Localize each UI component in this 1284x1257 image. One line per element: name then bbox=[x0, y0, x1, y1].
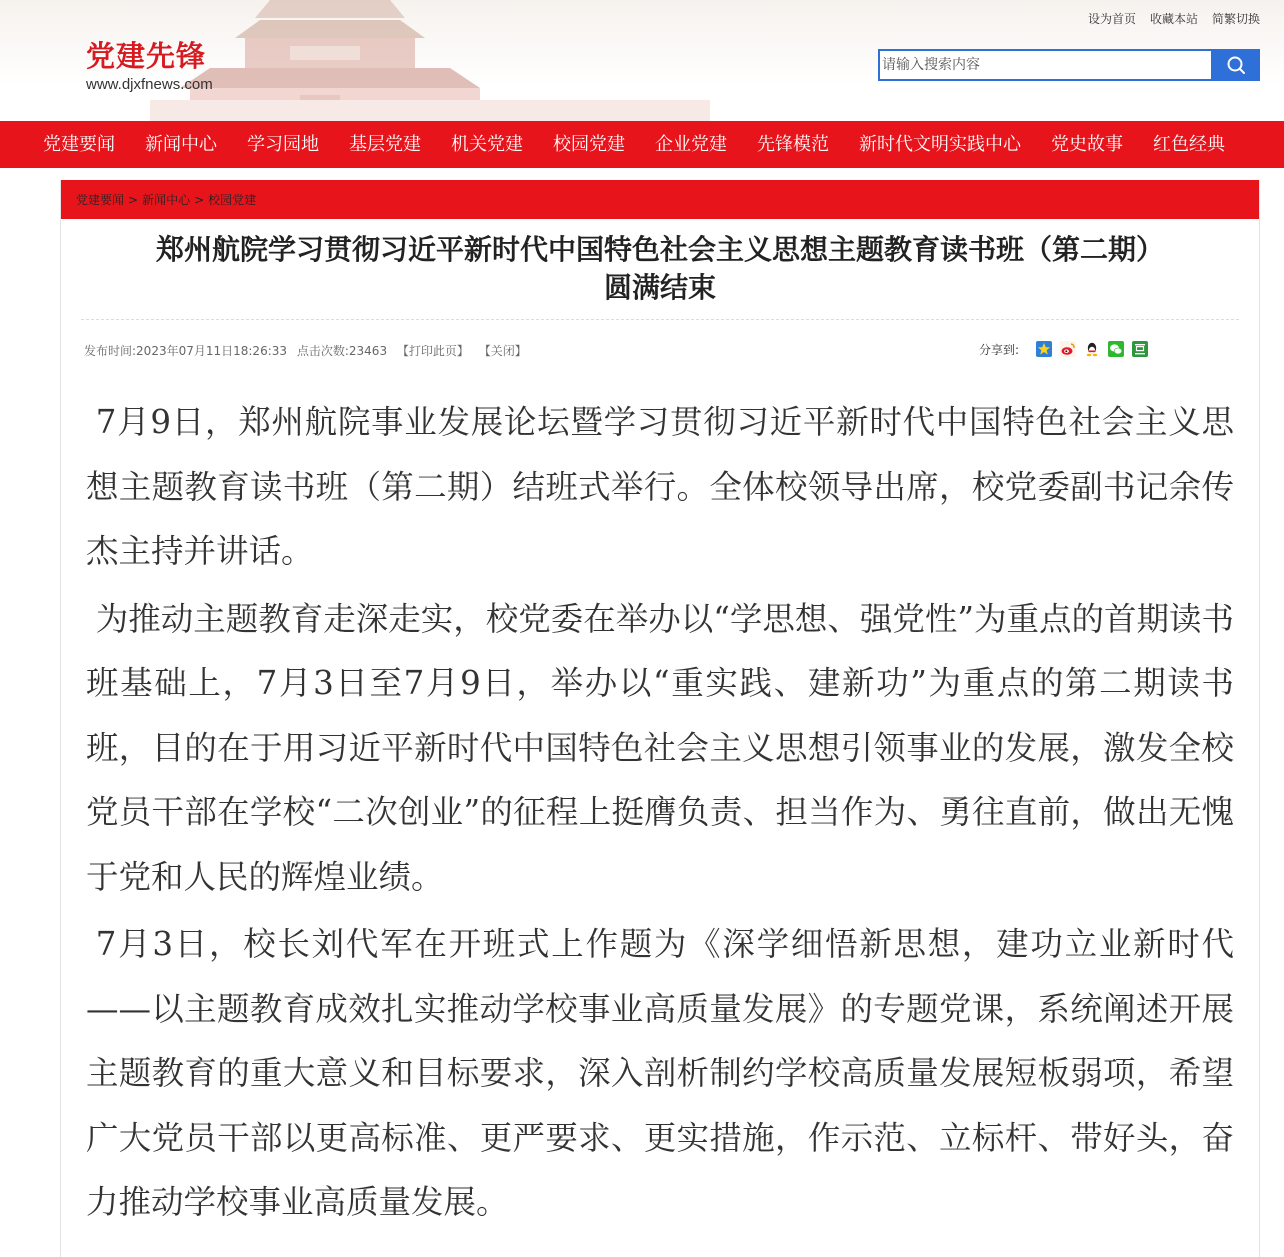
article-paragraph: 为推动主题教育走深走实，校党委在举办以“学思想、强党性”为重点的首期读书班基础上，7月3日至7月9日，举办以“重实践、建新功”为重点的第二期读书班，目的在于用习近平新时代中国特色社会主义思想引领事业的发展，激发全校党员干部在学校“二次创业”的征程上挺膺负责、担当作为、勇往直前，做出无愧于党和人民的辉煌业绩。 bbox=[86, 599, 1234, 896]
qzone-icon[interactable] bbox=[1035, 340, 1053, 358]
bookmark-link[interactable]: 收藏本站 bbox=[1149, 12, 1198, 26]
weibo-icon[interactable] bbox=[1059, 340, 1077, 358]
article-paragraph: 7月3日，校长刘代军在开班式上作题为《深学细悟新思想，建功立业新时代——以主题教育成效扎实推动学校事业高质量发展》的专题党课，系统阐述开展主题教育的重大意义和目标要求，深入剖析制约学校高质量发展短板弱项，希望广大党员干部以更高标准、更严要求、更实措施，作示范、立标杆、带好头，奋力推动学校事业高质量发展。 bbox=[86, 925, 1234, 1221]
publish-time: 发布时间:2023年07月11日18:26:33 bbox=[84, 344, 288, 358]
search-input[interactable] bbox=[878, 49, 1211, 81]
nav-item-grassroots[interactable]: 基层党建 bbox=[349, 134, 421, 155]
print-link[interactable]: 【打印此页】 bbox=[396, 344, 469, 358]
search-icon bbox=[1226, 55, 1246, 75]
breadcrumb-separator: > bbox=[128, 192, 139, 207]
nav-item-red-classics[interactable]: 红色经典 bbox=[1153, 134, 1225, 155]
article-paragraph: 7月9日，郑州航院事业发展论坛暨学习贯彻习近平新时代中国特色社会主义思想主题教育读书班（第二期）结班式举行。全体校领导出席，校党委副书记余传杰主持并讲话。 bbox=[86, 403, 1234, 570]
wechat-icon[interactable] bbox=[1107, 340, 1125, 358]
nav-item-party-news[interactable]: 党建要闻 bbox=[43, 134, 115, 155]
douban-icon[interactable] bbox=[1131, 340, 1149, 358]
nav-item-party-history[interactable]: 党史故事 bbox=[1051, 134, 1123, 155]
search-button[interactable] bbox=[1211, 49, 1260, 81]
nav-item-civilization-center[interactable]: 新时代文明实践中心 bbox=[859, 134, 1021, 155]
breadcrumb-separator: > bbox=[194, 192, 205, 207]
nav-item-news-center[interactable]: 新闻中心 bbox=[145, 134, 217, 155]
article-title bbox=[81, 231, 1239, 319]
site-logo[interactable] bbox=[86, 38, 213, 94]
article-title-line2: 圆满结束 bbox=[603, 271, 716, 304]
top-links bbox=[1088, 10, 1260, 27]
search-box bbox=[878, 49, 1260, 81]
share-bar bbox=[979, 340, 1149, 358]
nav-item-study-garden[interactable]: 学习园地 bbox=[247, 134, 319, 155]
nav-item-campus[interactable]: 校园党建 bbox=[553, 134, 625, 155]
simplified-traditional-toggle[interactable]: 简繁切换 bbox=[1211, 12, 1260, 26]
breadcrumb-campus[interactable]: 校园党建 bbox=[208, 193, 257, 207]
article-body bbox=[86, 390, 1234, 1235]
breadcrumb-party-news[interactable]: 党建要闻 bbox=[76, 193, 125, 207]
share-label: 分享到: bbox=[979, 342, 1020, 357]
article-meta bbox=[81, 320, 1239, 380]
site-name: 党建先锋 bbox=[86, 39, 207, 73]
breadcrumb bbox=[61, 180, 1259, 219]
site-url: www.djxfnews.com bbox=[86, 76, 213, 93]
close-link[interactable]: 【关闭】 bbox=[478, 344, 527, 358]
nav-item-pioneers[interactable]: 先锋模范 bbox=[757, 134, 829, 155]
site-header bbox=[0, 0, 1284, 121]
breadcrumb-news-center[interactable]: 新闻中心 bbox=[142, 193, 191, 207]
tiananmen-banner-image bbox=[150, 0, 710, 121]
nav-item-enterprise[interactable]: 企业党建 bbox=[655, 134, 727, 155]
nav-item-organs[interactable]: 机关党建 bbox=[451, 134, 523, 155]
click-count: 点击次数:23463 bbox=[296, 344, 388, 358]
article-container bbox=[60, 180, 1260, 1257]
qq-icon[interactable] bbox=[1083, 340, 1101, 358]
article-title-line1: 郑州航院学习贯彻习近平新时代中国特色社会主义思想主题教育读书班（第二期） bbox=[155, 233, 1164, 266]
main-nav bbox=[0, 121, 1284, 168]
set-homepage-link[interactable]: 设为首页 bbox=[1087, 12, 1136, 26]
